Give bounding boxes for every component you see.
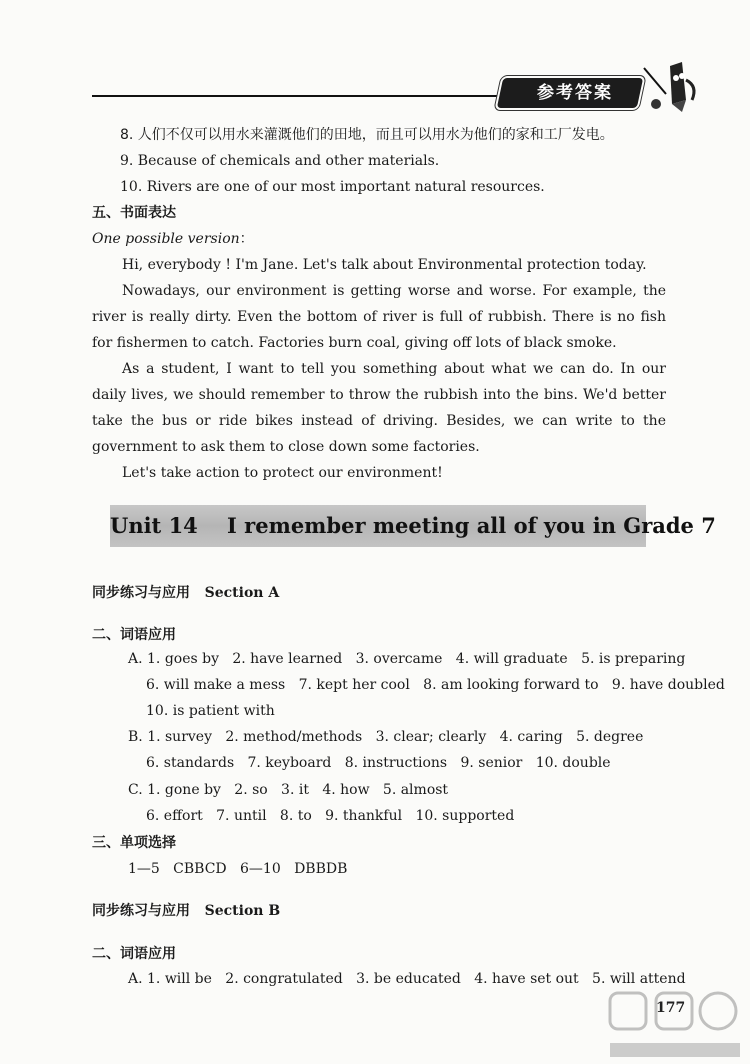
answer-line-10: 10. Rivers are one of our most important natural resources. xyxy=(120,179,545,195)
essay-body xyxy=(92,252,666,486)
unit-title: Unit 14 I remember meeting all of you in Grade 7 xyxy=(110,513,716,538)
section-a-part-b-line-2: 6. standards 7. keyboard 8. instructions 9. senior 10. double xyxy=(146,755,611,771)
section-a-title xyxy=(92,584,279,602)
section-a-part-c-line-2: 6. effort 7. until 8. to 9. thankful 10. supported xyxy=(146,808,515,824)
answer-line-9: 9. Because of chemicals and other materials. xyxy=(120,153,440,169)
section-a-part-a-line-2: 6. will make a mess 7. kept her cool 8. am looking forward to 9. have doubled xyxy=(146,677,725,693)
section-a-title-cn: 同步练习与应用 xyxy=(92,585,190,601)
writing-heading: 五、书面表达 xyxy=(92,205,176,221)
page-number: 177 xyxy=(656,1000,686,1016)
section-a-part-a-line-3: 10. is patient with xyxy=(146,703,275,719)
section-b-vocab-heading: 二、词语应用 xyxy=(92,946,176,962)
section-b-title xyxy=(92,902,280,920)
answer-badge-label: 参考答案 xyxy=(537,83,613,103)
header-rule xyxy=(92,95,512,97)
section-a-part-b-line-1: B. 1. survey 2. method/methods 3. clear; clearly 4. caring 5. degree xyxy=(128,729,644,745)
essay-paragraph-2: Nowadays, our environment is getting worse and worse. For example, the river is really dirty. Even the bottom of river is full of rubbish. There is no fish for fishermen to catch. Factories burn coal, giving off lots of black smoke. xyxy=(92,283,666,351)
watermark-logo-icon xyxy=(600,985,750,1064)
section-a-part-c-line-1: C. 1. gone by 2. so 3. it 4. how 5. almost xyxy=(128,782,449,798)
version-label xyxy=(92,230,254,248)
section-a-vocab-heading: 二、词语应用 xyxy=(92,627,176,643)
section-b-title-en: Section B xyxy=(204,903,281,919)
section-a-part-a-line-1: A. 1. goes by 2. have learned 3. overcame 4. will graduate 5. is preparing xyxy=(128,651,686,667)
section-b-title-cn: 同步练习与应用 xyxy=(92,903,190,919)
essay-paragraph-4: Let's take action to protect our environment! xyxy=(122,465,443,481)
section-a-mc-heading: 三、单项选择 xyxy=(92,835,176,851)
section-a-mc-answers: 1—5 CBBCD 6—10 DBBDB xyxy=(128,861,348,877)
unit-banner xyxy=(110,505,716,547)
section-b-part-a-line-1: A. 1. will be 2. congratulated 3. be educated 4. have set out 5. will attend xyxy=(128,971,686,987)
version-label-text: One possible version xyxy=(92,231,240,247)
essay-paragraph-3: As a student, I want to tell you something about what we can do. In our daily lives, we should remember to throw the rubbish into the bins. We'd better take the bus or ride bikes instead of driving. Besides, we can write to the government to ask them to close down some factories. xyxy=(92,361,666,455)
pencil-mascot-icon xyxy=(642,60,702,115)
version-label-colon: ： xyxy=(239,231,254,247)
essay-paragraph-1: Hi, everybody ! I'm Jane. Let's talk about Environmental protection today. xyxy=(122,257,647,273)
answer-line-8: 8. 人们不仅可以用水来灌溉他们的田地，而且可以用水为他们的家和工厂发电。 xyxy=(120,127,614,143)
section-a-title-en: Section A xyxy=(204,585,280,601)
